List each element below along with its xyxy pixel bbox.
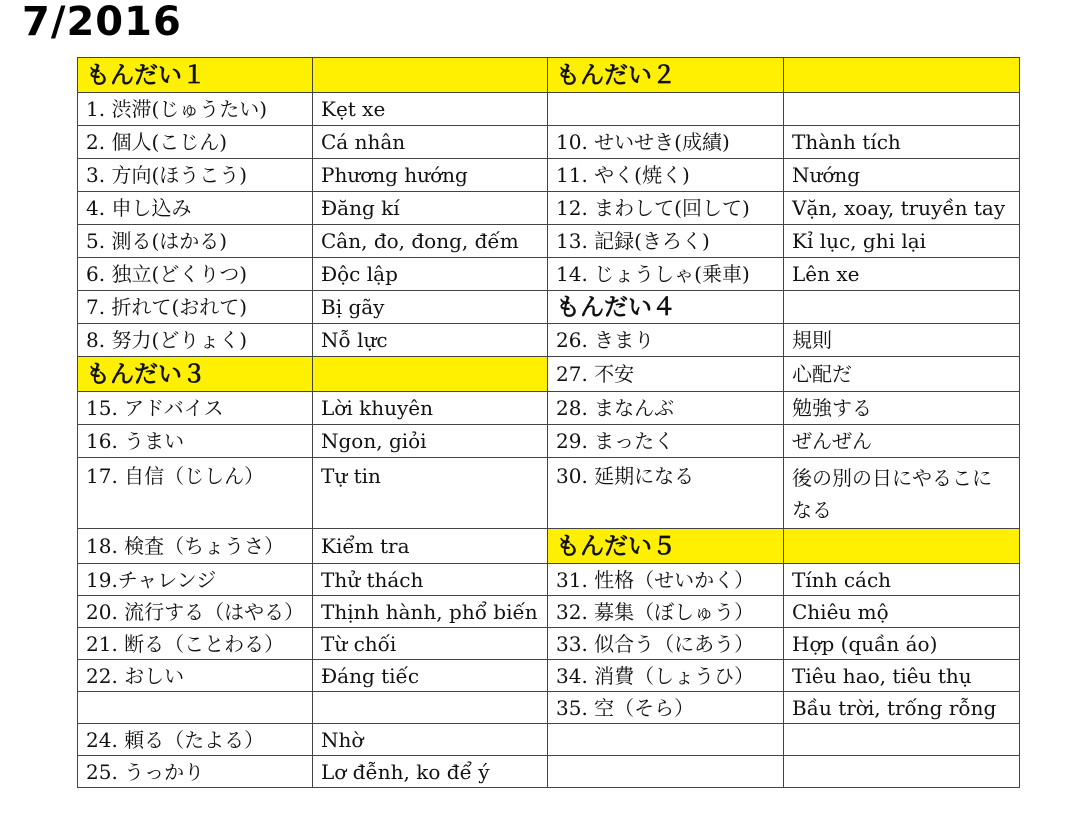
table-cell: Tự tin <box>313 458 548 529</box>
table-cell: 5. 測る(はかる) <box>78 225 313 258</box>
table-row <box>78 192 1020 225</box>
table-cell: 勉強する <box>784 392 1020 425</box>
table-row <box>78 126 1020 159</box>
table-cell: 心配だ <box>784 357 1020 392</box>
table-cell: 28. まなんぶ <box>548 392 784 425</box>
table-cell: ぜんぜん <box>784 425 1020 458</box>
section-header-mondai-1: もんだい１ <box>78 58 313 93</box>
table-row <box>78 458 1020 529</box>
table-cell: 規則 <box>784 324 1020 357</box>
table-row <box>78 660 1020 692</box>
table-cell: Ngon, giỏi <box>313 425 548 458</box>
table-cell: Thử thách <box>313 564 548 596</box>
table-cell: 22. おしい <box>78 660 313 692</box>
table-cell: 13. 記録(きろく) <box>548 225 784 258</box>
table-cell: 12. まわして(回して) <box>548 192 784 225</box>
table-cell: 8. 努力(どりょく) <box>78 324 313 357</box>
table-row <box>78 258 1020 291</box>
table-row <box>78 93 1020 126</box>
table-cell: 21. 断る（ことわる） <box>78 628 313 660</box>
table-row <box>78 159 1020 192</box>
table-cell: Bầu trời, trống rỗng <box>784 692 1020 724</box>
table-cell <box>784 93 1020 126</box>
table-cell: 15. アドバイス <box>78 392 313 425</box>
table-cell: 16. うまい <box>78 425 313 458</box>
table-cell: 20. 流行する（はやる） <box>78 596 313 628</box>
table-cell <box>784 291 1020 324</box>
table-cell: Đăng kí <box>313 192 548 225</box>
table-row <box>78 324 1020 357</box>
table-row <box>78 596 1020 628</box>
table-cell <box>313 692 548 724</box>
table-cell: 11. やく(焼く) <box>548 159 784 192</box>
table-cell: 29. まったく <box>548 425 784 458</box>
table-row <box>78 724 1020 756</box>
table-cell: 3. 方向(ほうこう) <box>78 159 313 192</box>
table-row <box>78 529 1020 564</box>
table-cell: Kiểm tra <box>313 529 548 564</box>
section-header-mondai-4: もんだい４ <box>548 291 784 324</box>
table-cell: Đáng tiếc <box>313 660 548 692</box>
table-cell: Phương hướng <box>313 159 548 192</box>
table-row <box>78 357 1020 392</box>
table-cell <box>78 692 313 724</box>
table-cell: 4. 申し込み <box>78 192 313 225</box>
table-row <box>78 628 1020 660</box>
table-cell: 後の別の日にやるこになる <box>784 458 1020 529</box>
table-cell: 33. 似合う（にあう） <box>548 628 784 660</box>
section-header-mondai-3: もんだい３ <box>78 357 313 392</box>
table-cell <box>784 724 1020 756</box>
table-cell: 6. 独立(どくりつ) <box>78 258 313 291</box>
table-cell: 7. 折れて(おれて) <box>78 291 313 324</box>
table-cell: 34. 消費（しょうひ） <box>548 660 784 692</box>
table-cell: Kỉ lục, ghi lại <box>784 225 1020 258</box>
table-cell: Thịnh hành, phổ biến <box>313 596 548 628</box>
section-header-mondai-2: もんだい２ <box>548 58 784 93</box>
table-cell: Nỗ lực <box>313 324 548 357</box>
table-cell: 1. 渋滞(じゅうたい) <box>78 93 313 126</box>
table-row <box>78 58 1020 93</box>
table-cell: 17. 自信（じしん） <box>78 458 313 529</box>
table-cell: Chiêu mộ <box>784 596 1020 628</box>
table-cell: Tính cách <box>784 564 1020 596</box>
table-cell: Kẹt xe <box>313 93 548 126</box>
table-cell: Từ chối <box>313 628 548 660</box>
table-cell: Cá nhân <box>313 126 548 159</box>
table-cell: 19.チャレンジ <box>78 564 313 596</box>
table-cell: Cân, đo, đong, đếm <box>313 225 548 258</box>
table-row <box>78 756 1020 788</box>
table-cell: 31. 性格（せいかく） <box>548 564 784 596</box>
table-row <box>78 225 1020 258</box>
table-row <box>78 564 1020 596</box>
table-cell <box>313 357 548 392</box>
vocabulary-table <box>77 57 1020 788</box>
table-cell <box>784 756 1020 788</box>
table-row <box>78 291 1020 324</box>
table-cell: 2. 個人(こじん) <box>78 126 313 159</box>
table-cell: Lời khuyên <box>313 392 548 425</box>
table-row <box>78 692 1020 724</box>
table-cell: 24. 頼る（たよる） <box>78 724 313 756</box>
table-cell: 25. うっかり <box>78 756 313 788</box>
table-cell: 26. きまり <box>548 324 784 357</box>
table-cell <box>548 93 784 126</box>
table-cell: Tiêu hao, tiêu thụ <box>784 660 1020 692</box>
table-row <box>78 392 1020 425</box>
table-cell <box>548 756 784 788</box>
table-cell: Lơ đễnh, ko để ý <box>313 756 548 788</box>
table-cell: Độc lập <box>313 258 548 291</box>
table-cell: 32. 募集（ぼしゅう） <box>548 596 784 628</box>
table-cell: Lên xe <box>784 258 1020 291</box>
table-cell <box>313 58 548 93</box>
table-cell <box>784 58 1020 93</box>
table-cell: 10. せいせき(成績) <box>548 126 784 159</box>
table-cell: Thành tích <box>784 126 1020 159</box>
table-cell: Nướng <box>784 159 1020 192</box>
page-title: 7/2016 <box>22 0 182 45</box>
table-cell <box>784 529 1020 564</box>
table-cell <box>548 724 784 756</box>
table-cell: 14. じょうしゃ(乗車) <box>548 258 784 291</box>
table-cell: Bị gãy <box>313 291 548 324</box>
table-cell: 27. 不安 <box>548 357 784 392</box>
table-cell: 30. 延期になる <box>548 458 784 529</box>
table-row <box>78 425 1020 458</box>
section-header-mondai-5: もんだい５ <box>548 529 784 564</box>
table-cell: Vặn, xoay, truyền tay <box>784 192 1020 225</box>
table-cell: 18. 検査（ちょうさ） <box>78 529 313 564</box>
table-cell: 35. 空（そら） <box>548 692 784 724</box>
table-cell: Hợp (quần áo) <box>784 628 1020 660</box>
table-cell: Nhờ <box>313 724 548 756</box>
